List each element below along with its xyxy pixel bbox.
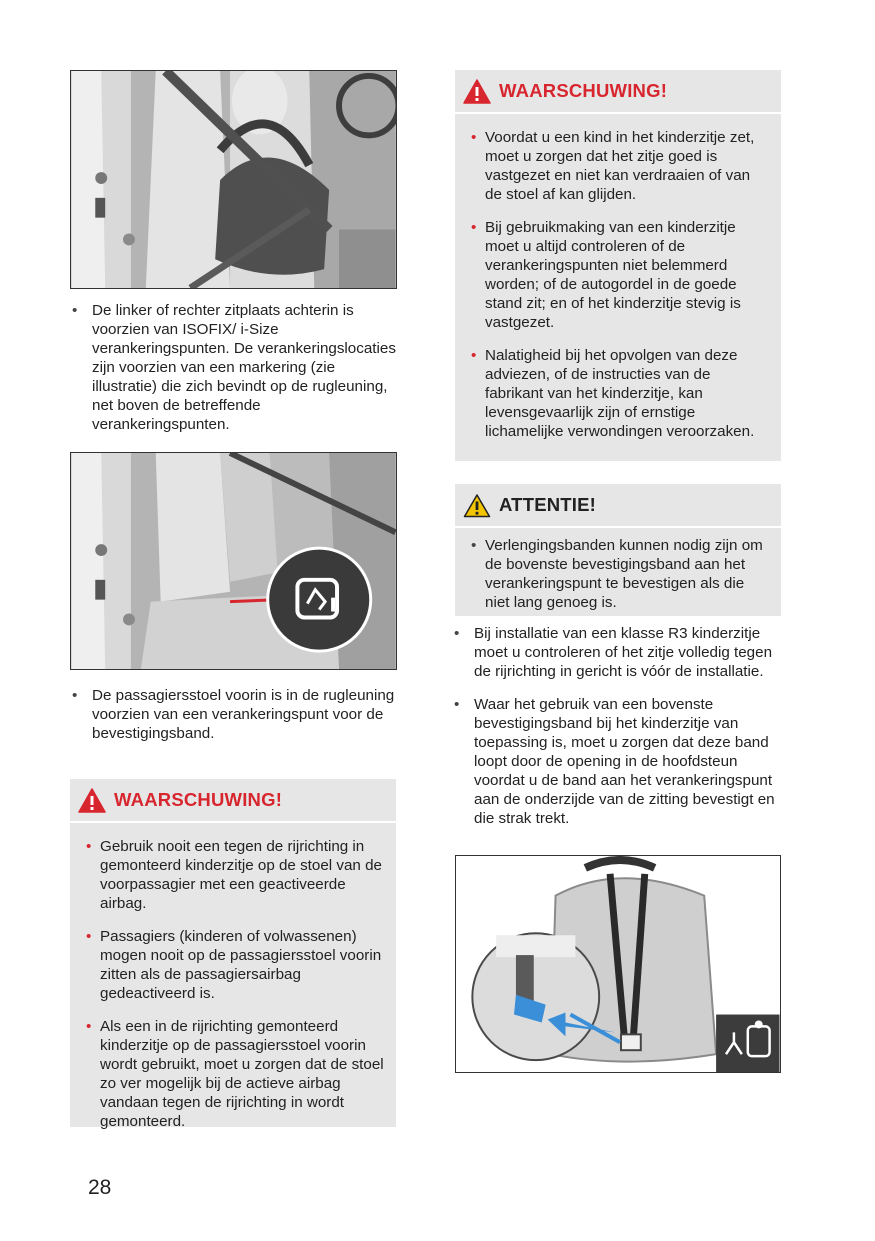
page-number: 28 bbox=[88, 1176, 112, 1199]
rear-isofix-description bbox=[70, 301, 400, 448]
warning-box-right bbox=[455, 70, 781, 461]
front-anchor-description bbox=[70, 686, 400, 757]
warning-list bbox=[70, 823, 396, 1131]
attention-box-header bbox=[455, 484, 781, 528]
figure-top-tether-routing bbox=[455, 855, 781, 1073]
attention-box bbox=[455, 484, 781, 616]
warning-title: WAARSCHUWING! bbox=[114, 789, 283, 810]
warning-box-header bbox=[455, 70, 781, 114]
figure-rear-seat-child-carrier bbox=[70, 70, 397, 289]
list-item: • Bij gebruikmaking van een kinderzitje moet u altijd controleren of de verankeringspunten niet belemmerd worden; of de autogordel in de goede stand zit; en of het kinderzitje stevig is vastgezet. bbox=[463, 218, 771, 332]
attention-title: ATTENTIE! bbox=[499, 494, 597, 515]
attention-triangle-icon bbox=[463, 493, 491, 518]
list-item: • Passagiers (kinderen of volwassenen) mogen nooit op de passagiersstoel voorin zitten als de passagiersairbag gedeactiveerd is. bbox=[78, 927, 386, 1003]
attention-list bbox=[455, 528, 781, 612]
list-item: • De linker of rechter zitplaats achterin is voorzien van ISOFIX/ i-Size verankeringspunten. De verankeringslocaties zijn voorzien van een markering (zie illustratie) die zich bevindt op de rugleuning, net boven de betreffende verankeringspunten. bbox=[70, 301, 400, 434]
list-item: • Verlengingsbanden kunnen nodig zijn om de bovenste bevestigingsband aan het verankeringspunt te bevestigen als die niet lang genoeg is. bbox=[463, 536, 771, 612]
list-item: • De passagiersstoel voorin is in de rugleuning voorzien van een verankeringspunt voor de bevestigingsband. bbox=[70, 686, 400, 743]
warning-box-header bbox=[70, 779, 396, 823]
list-item: • Nalatigheid bij het opvolgen van deze adviezen, of de instructies van de fabrikant van het kinderzitje, kan levensgevaarlijk zijn of ernstige lichamelijke verwondingen veroorzaken. bbox=[463, 346, 771, 441]
list-item: • Bij installatie van een klasse R3 kinderzitje moet u controleren of het zitje volledig tegen de rijrichting in gericht is vóór de installatie. bbox=[452, 624, 784, 681]
warning-title: WAARSCHUWING! bbox=[499, 80, 668, 101]
list-item: • Gebruik nooit een tegen de rijrichting in gemonteerd kinderzitje op de stoel van de voorpassagier met een geactiveerde airbag. bbox=[78, 837, 386, 913]
list-item: • Waar het gebruik van een bovenste bevestigingsband bij het kinderzitje van toepassing is, moet u zorgen dat deze band loopt door de opening in de hoofdsteun voordat u de band aan het verankeringspunt aan de onderzijde van de zitting bevestigt en die strak trekt. bbox=[452, 695, 784, 828]
right-instructions bbox=[452, 624, 784, 842]
warning-box-left bbox=[70, 779, 396, 1130]
warning-list bbox=[455, 114, 781, 441]
list-item: • Voordat u een kind in het kinderzitje zet, moet u zorgen dat het zitje goed is vastgezet en niet kan verdraaien of van de stoel af kan glijden. bbox=[463, 128, 771, 204]
list-item: • Als een in de rijrichting gemonteerd kinderzitje op de passagiersstoel voorin wordt gebruikt, moet u zorgen dat de stoel zo ver mogelijk bij de actieve airbag vandaan tegen de rijrichting in wordt gemonteerd. bbox=[78, 1017, 386, 1131]
warning-triangle-icon bbox=[78, 788, 106, 813]
warning-triangle-icon bbox=[463, 79, 491, 104]
figure-front-seat-isofix-marker bbox=[70, 452, 397, 670]
